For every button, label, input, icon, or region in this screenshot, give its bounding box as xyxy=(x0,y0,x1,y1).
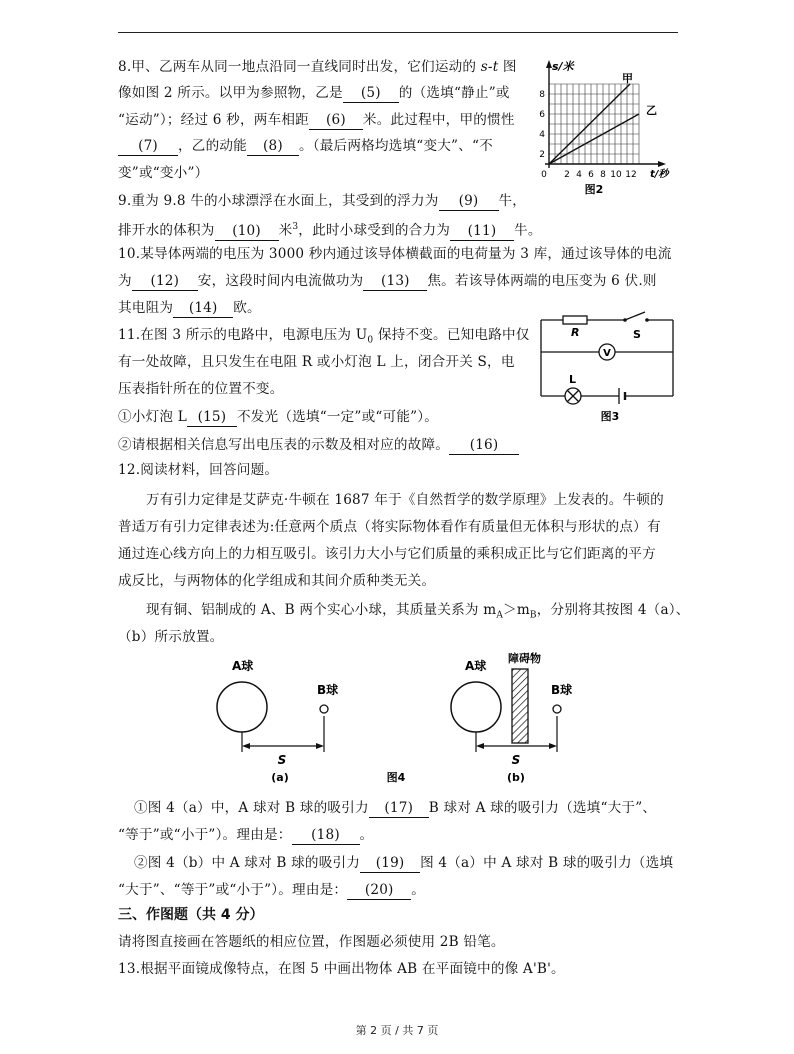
x-tick: 0 xyxy=(541,170,547,180)
q11-line4: ①小灯泡 L (15) 不发光（选填“一定”或“可能”）。 xyxy=(118,409,439,425)
q12-sub2-line2: “大于”、“等于”或“小于”）。理由是： (20) 。 xyxy=(118,882,426,898)
fig4b-label-b-ball: B球 xyxy=(551,683,573,697)
blank-11[interactable]: (11) xyxy=(450,222,514,241)
q11-line5: ②请根据相关信息写出电压表的示数及相对应的故障。 (16) xyxy=(118,432,519,459)
blank-10[interactable]: (10) xyxy=(215,222,279,241)
q12-para-line5: 现有铜、铝制成的 A、B 两个实心小球，其质量关系为 $m_A>m_B$，分别将其按图 4（a）、 xyxy=(146,602,690,621)
q8-line2: 像如图 2 所示。以甲为参照物，乙是 (5) 的（选填“静止”或 xyxy=(118,85,510,101)
figure-4 xyxy=(200,650,600,786)
blank-9[interactable]: (9) xyxy=(439,192,499,211)
fig4b-label-a-ball: A球 xyxy=(465,659,487,673)
q12-sub1-line1: ①图 4（a）中，A 球对 B 球的吸引力 (17) B 球对 A 球的吸引力（选填“大于”、 xyxy=(134,800,657,816)
q12-title: 12.阅读材料，回答问题。 xyxy=(118,462,279,478)
q12-sub2-line1: ②图 4（b）中 A 球对 B 球的吸引力 (19) 图 4（a）中 A 球对 B 球的吸引力（选填 xyxy=(134,855,674,871)
q11-line3: 压表指针所在的位置不变。 xyxy=(118,381,284,397)
fig4b-ball-a xyxy=(451,682,501,732)
blank-6[interactable]: (6) xyxy=(309,111,363,130)
figure-2-caption: 图2 xyxy=(584,183,604,196)
y-tick: 2 xyxy=(539,150,545,160)
label-v: V xyxy=(603,348,611,359)
x-tick: 6 xyxy=(588,170,594,180)
x-axis-label: t/秒 xyxy=(650,169,669,180)
page-footer: 第 2 页 / 共 7 页 xyxy=(355,1024,439,1037)
q10-line1: 10.某导体两端的电压为 3000 秒内通过该导体横截面的电荷量为 3 库，通过该导体的电流 xyxy=(118,246,672,262)
x-tick: 4 xyxy=(576,170,582,180)
q11-line1: 11.在图 3 所示的电路中，电源电压为 $U_0$ 保持不变。已知电路中仅 xyxy=(118,327,530,346)
q9-line1: 9.重为 9.8 牛的小球漂浮在水面上，其受到的浮力为 (9) 牛， xyxy=(118,193,527,209)
q13-text: 13.根据平面镜成像特点，在图 5 中画出物体 AB 在平面镜中的像 A'B'。 xyxy=(118,961,565,977)
q12-para-line2: 普适万有引力定律表述为:任意两个质点（将实际物体看作有质量但无体积与形状的点）有 xyxy=(118,519,661,535)
q8-line1: 8.甲、乙两车从同一地点沿同一直线同时出发，它们运动的 s-t 图 xyxy=(118,59,517,75)
q8-line4: (7) ，乙的动能 (8) 。（最后两格均选填“变大”、“不 xyxy=(118,133,493,160)
q9-line2: 排开水的体积为 (10) 米$^3$，此时小球受到的合力为 (11) 牛。 xyxy=(118,222,542,239)
label-l: L xyxy=(569,373,577,386)
blank-5[interactable]: (5) xyxy=(343,84,399,103)
q12-para-line1: 万有引力定律是艾萨克·牛顿在 1687 年于《自然哲学的数学原理》上发表的。牛顿的 xyxy=(146,492,664,508)
y-axis-label: s/米 xyxy=(552,60,574,73)
blank-20[interactable]: (20) xyxy=(347,881,411,900)
header-rule xyxy=(118,32,678,33)
x-tick: 12 xyxy=(625,170,637,180)
fig4a-sub-caption: (a) xyxy=(271,771,289,784)
figure-3-circuit xyxy=(533,308,683,426)
label-s: S xyxy=(633,328,641,341)
label-jia: 甲 xyxy=(622,72,633,85)
figure-3-caption: 图3 xyxy=(600,410,620,423)
q10-line3: 其电阻为 (14) 欧。 xyxy=(118,300,261,316)
blank-18[interactable]: (18) xyxy=(292,826,360,845)
fig4b-s-label: S xyxy=(511,753,521,767)
fig4a-s-label: S xyxy=(277,753,287,767)
section-3-title: 三、作图题（共 4 分） xyxy=(118,907,264,923)
fig4b-ball-b xyxy=(553,705,561,713)
blank-7[interactable]: (7) xyxy=(118,137,178,156)
blank-14[interactable]: (14) xyxy=(173,299,233,318)
blank-17[interactable]: (17) xyxy=(369,799,429,818)
q10-line2: 为 (12) 安，这段时间内电流做功为 (13) 焦。若该导体两端的电压变为 6 伏.则 xyxy=(118,273,657,289)
x-tick: 10 xyxy=(610,170,622,180)
fig4a-ball-b xyxy=(320,705,328,713)
label-yi: 乙 xyxy=(646,104,657,117)
fig4a-label-b-ball: B球 xyxy=(317,683,339,697)
q12-sub1-line2: “等于”或“小于”）。理由是： (18) 。 xyxy=(118,827,374,843)
label-r: R xyxy=(571,326,580,339)
line-yi xyxy=(549,114,639,164)
section-3-instruction: 请将图直接画在答题纸的相应位置，作图题必须使用 2B 铅笔。 xyxy=(118,934,505,950)
fig4b-obstacle xyxy=(512,669,528,743)
q12-para-line4: 成反比，与两物体的化学组成和其间介质种类无关。 xyxy=(118,573,436,589)
y-tick: 4 xyxy=(539,130,545,140)
blank-12[interactable]: (12) xyxy=(132,272,198,291)
q11-line2: 有一处故障，且只发生在电阻 R 或小灯泡 L 上，闭合开关 S，电 xyxy=(118,354,515,370)
blank-16[interactable]: (16) xyxy=(449,436,519,455)
fig4b-sub-caption: (b) xyxy=(507,771,525,784)
q8-line3: “运动”）；经过 6 秒，两车相距 (6) 米。此过程中，甲的惯性 xyxy=(118,112,515,128)
resistor-r xyxy=(563,316,587,324)
q12-para-line6: （b）所示放置。 xyxy=(118,629,224,645)
blank-8[interactable]: (8) xyxy=(247,137,299,156)
q12-para-line3: 通过连心线方向上的力相互吸引。该引力大小与它们质量的乘积成正比与它们距离的平方 xyxy=(118,546,656,562)
y-tick: 8 xyxy=(539,90,545,100)
q8-line5: 变”或“变小”） xyxy=(118,165,209,181)
figure-4-caption: 图4 xyxy=(386,771,406,784)
switch-s xyxy=(625,312,645,320)
figure-2-st-graph xyxy=(530,56,680,201)
blank-19[interactable]: (19) xyxy=(360,854,420,873)
fig4b-obstacle-label: 障碍物 xyxy=(508,652,541,665)
blank-15[interactable]: (15) xyxy=(187,408,237,427)
fig4a-label-a-ball: A球 xyxy=(232,659,254,673)
y-tick: 6 xyxy=(539,110,545,120)
fig4a-ball-a xyxy=(217,682,267,732)
x-tick: 2 xyxy=(564,170,570,180)
x-tick: 8 xyxy=(600,170,606,180)
blank-13[interactable]: (13) xyxy=(363,272,427,291)
